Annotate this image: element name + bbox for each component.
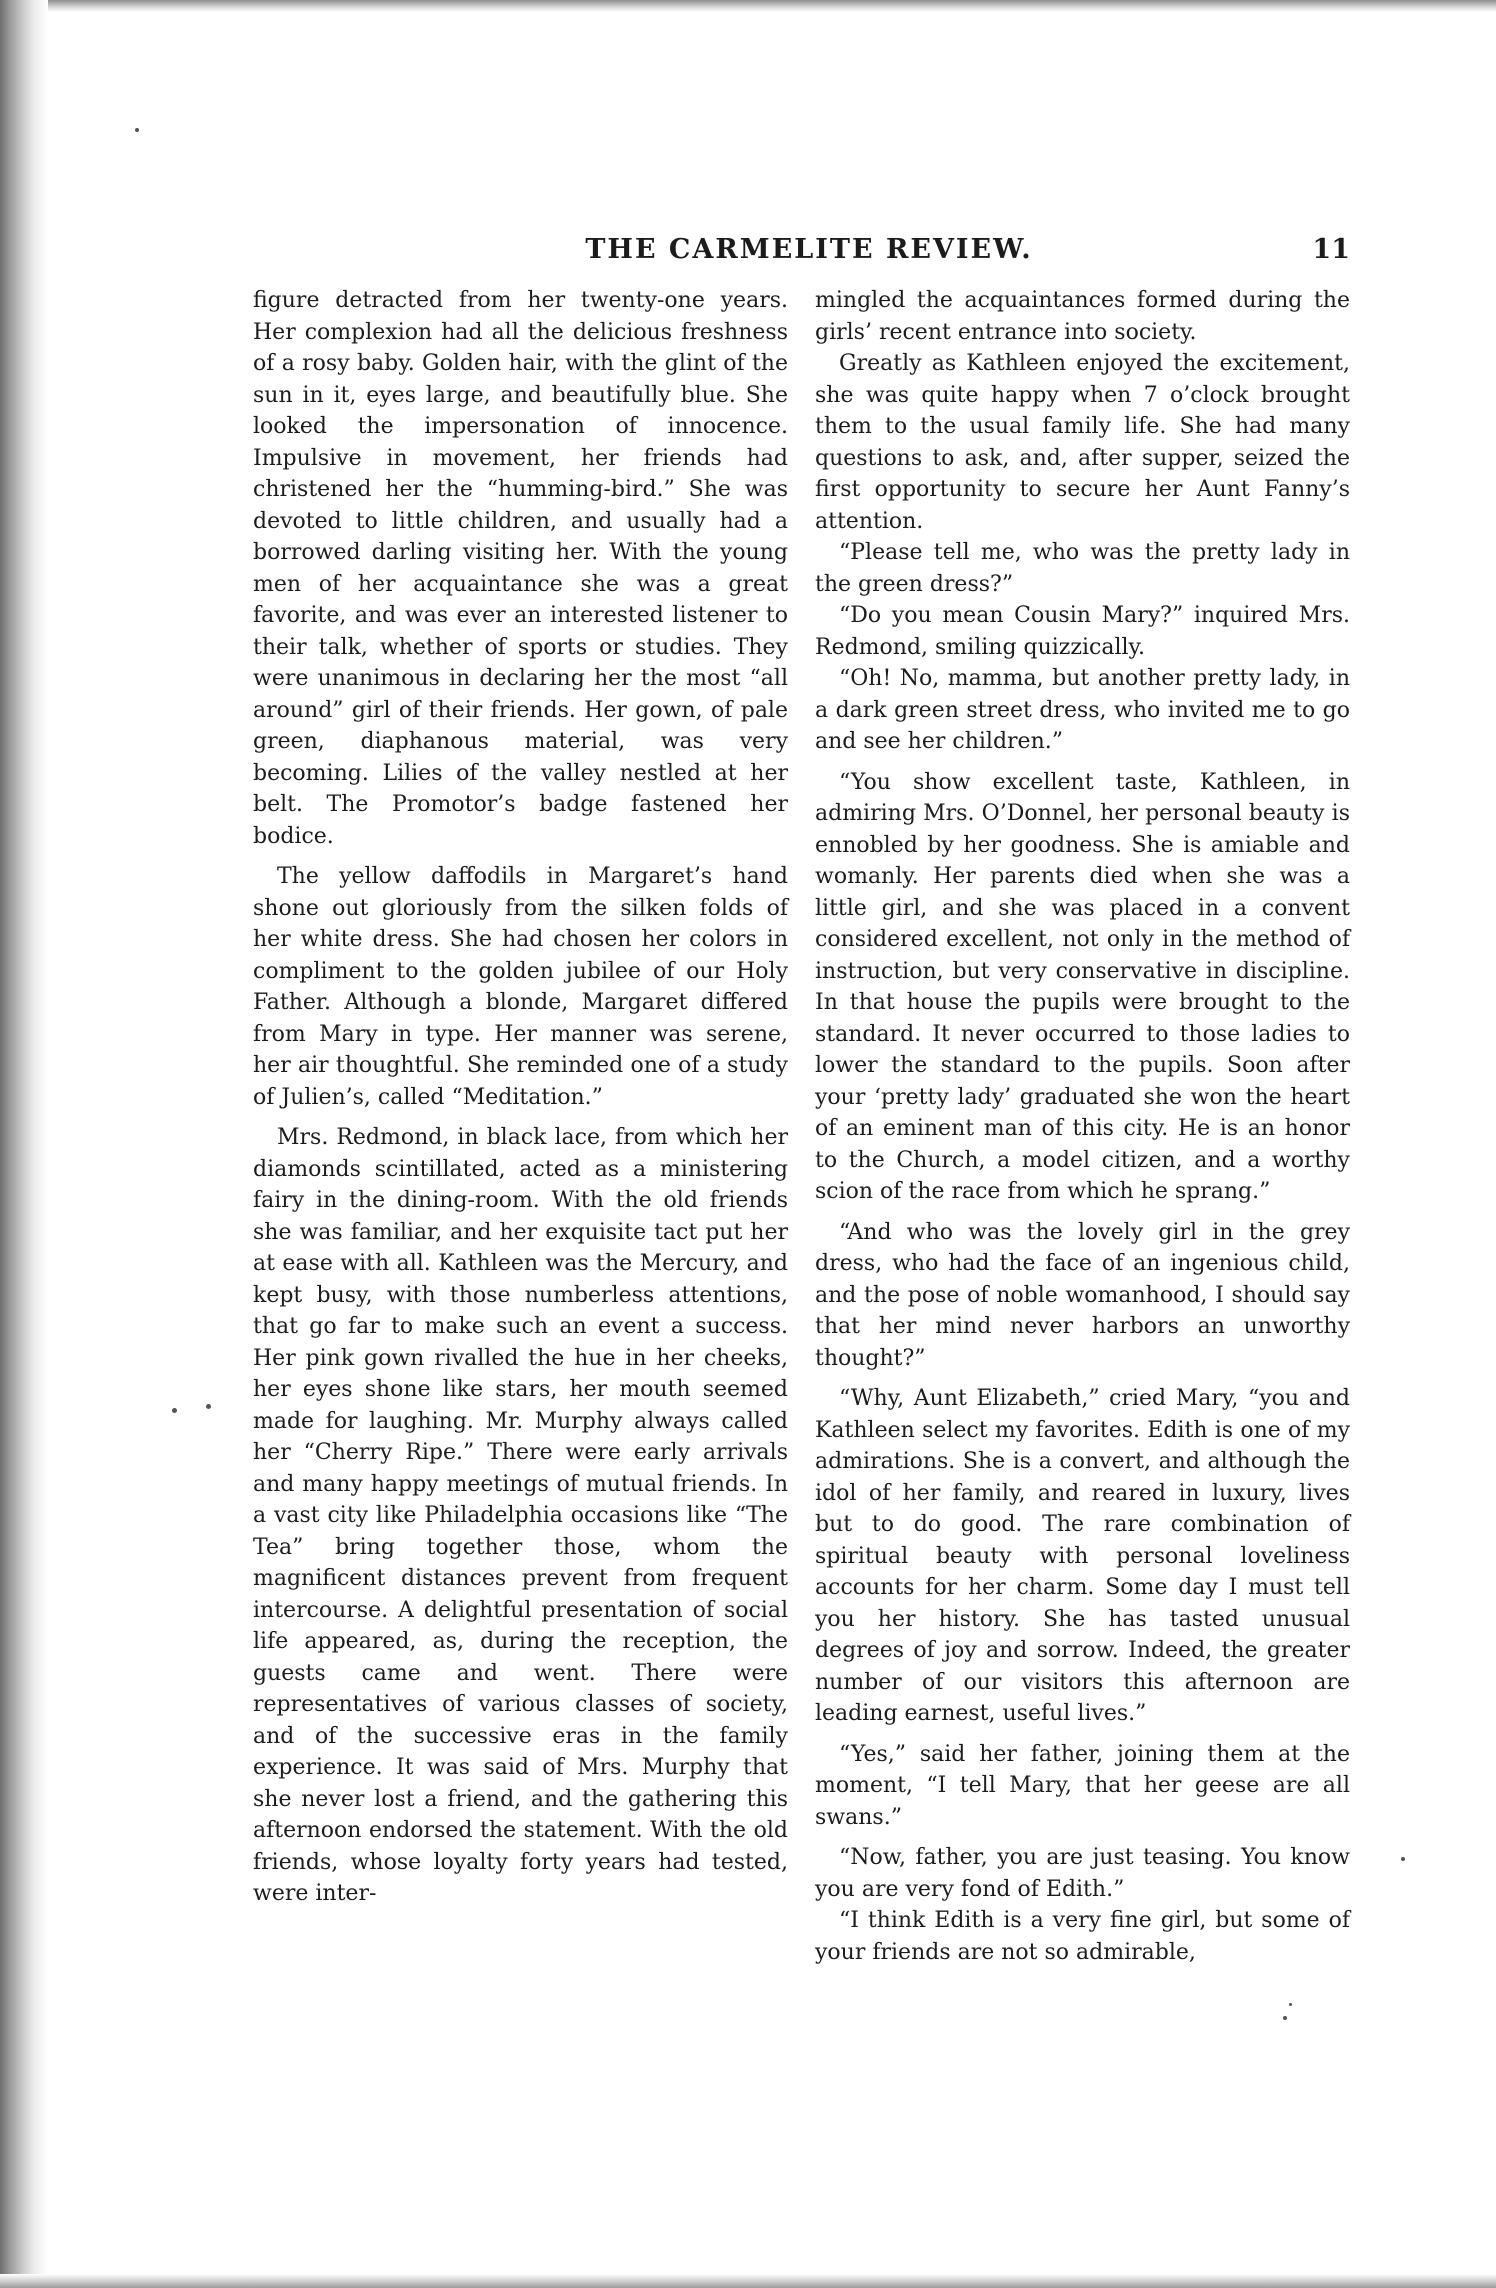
paragraph: Mrs. Redmond, in black lace, from which her diamonds scintillated, acted as a ministering fairy in the dining-room. With the old friends she was familiar, and her exquisite tact put her at ease with all. Kathleen was the Mercury, and kept busy, with those numberless attentions, that go far to make such an event a success. Her pink gown rivalled the hue in her cheeks, her eyes shone like stars, her mouth seemed made for laughing. Mr. Murphy always called her “Cherry Ripe.” There were early arrivals and many happy meetings of mutual friends. In a vast city like Philadelphia occasions like “The Tea” bring together those, whom the magnificent distances prevent from frequent intercourse. A delightful presentation of social life appeared, as, during the reception, the guests came and went. There were representatives of various classes of society, and of the successive eras in the family experience. It was said of Mrs. Murphy that she never lost a friend, and the gathering this afternoon endorsed the statement. With the old friends, whose loyalty forty years had tested, were inter- [253, 1125, 788, 1906]
paragraph: “Do you mean Cousin Mary?” inquired Mrs. Redmond, smiling quizzically. [815, 603, 1350, 660]
paragraph: “You show excellent taste, Kathleen, in admiring Mrs. O’Donnel, her personal beauty is ennobled by her goodness. She is amiable and womanly. Her parents died when she was a little girl, and she was placed in a convent considered excellent, not only in the method of instruction, but very conservative in discipline. In that house the pupils were brought to the standard. It never occurred to those ladies to lower the standard to the pupils. Soon after your ‘pretty lady’ graduated she won the heart of an eminent man of this city. He is an honor to the Church, a model citizen, and a worthy scion of the race from which he sprang.” [815, 769, 1350, 1204]
running-title: THE CARMELITE REVIEW. [585, 234, 1033, 265]
paragraph: “And who was the lovely girl in the grey dress, who had the face of an ingenious child, and the pose of noble womanhood, I should say that her mind never harbors an unworthy thought?” [815, 1219, 1350, 1371]
page-number: 11 [1312, 234, 1350, 265]
paragraph: “Now, father, you are just teasing. You know you are very fond of Edith.” [815, 1845, 1350, 1902]
paragraph: Greatly as Kathleen enjoyed the excitement, she was quite happy when 7 o’clock brought them to the usual family life. She had many questions to ask, and, after supper, seized the first opportunity to secure her Aunt Fanny’s attention. [815, 351, 1350, 534]
paragraph: The yellow daffodils in Margaret’s hand shone out gloriously from the silken folds of her white dress. She had chosen her colors in compliment to the golden jubilee of our Holy Father. Although a blonde, Margaret differed from Mary in type. Her manner was serene, her air thoughtful. She reminded one of a study of Julien’s, called “Meditation.” [253, 864, 788, 1110]
right-text-column [815, 285, 1350, 1968]
left-text-column [253, 285, 788, 1910]
speck [135, 128, 139, 132]
scan-bottom-edge [0, 2274, 1496, 2288]
scan-top-edge [0, 0, 1496, 12]
paragraph: “Yes,” said her father, joining them at the moment, “I tell Mary, that her geese are all swans.” [815, 1741, 1350, 1830]
speck [172, 1408, 177, 1413]
page-header [264, 234, 1354, 270]
paragraph: “Why, Aunt Elizabeth,” cried Mary, “you and Kathleen select my favorites. Edith is one of my admirations. She is a convert, and although the idol of her family, and reared in luxury, lives but to do good. The rare combination of spiritual beauty with personal loveliness accounts for her charm. Some day I must tell you her history. She has tasted unusual degrees of joy and sorrow. Indeed, the greater number of our visitors this afternoon are leading earnest, useful lives.” [815, 1386, 1350, 1726]
speck [1289, 2003, 1292, 2006]
scan-left-edge [0, 0, 48, 2288]
speck [206, 1404, 211, 1409]
paragraph: “Please tell me, who was the pretty lady in the green dress?” [815, 540, 1350, 597]
speck [1283, 2016, 1287, 2020]
paragraph: mingled the acquaintances formed during the girls’ recent entrance into society. [815, 288, 1350, 345]
paragraph: “Oh! No, mamma, but another pretty lady, in a dark green street dress, who invited me to go and see her children.” [815, 666, 1350, 754]
speck [1401, 1857, 1405, 1861]
paragraph: “I think Edith is a very fine girl, but some of your friends are not so admirable, [815, 1908, 1350, 1965]
paragraph: figure detracted from her twenty-one years. Her complexion had all the delicious freshness of a rosy baby. Golden hair, with the glint of the sun in it, eyes large, and beautifully blue. She looked the impersonation of innocence. Impulsive in movement, her friends had christened her the “humming-bird.” She was devoted to little children, and usually had a borrowed darling visiting her. With the young men of her acquaintance she was a great favorite, and was ever an interested listener to their talk, whether of sports or studies. They were unanimous in declaring her the most “all around” girl of their friends. Her gown, of pale green, diaphanous material, was very becoming. Lilies of the valley nestled at her belt. The Promotor’s badge fastened her bodice. [253, 288, 788, 849]
